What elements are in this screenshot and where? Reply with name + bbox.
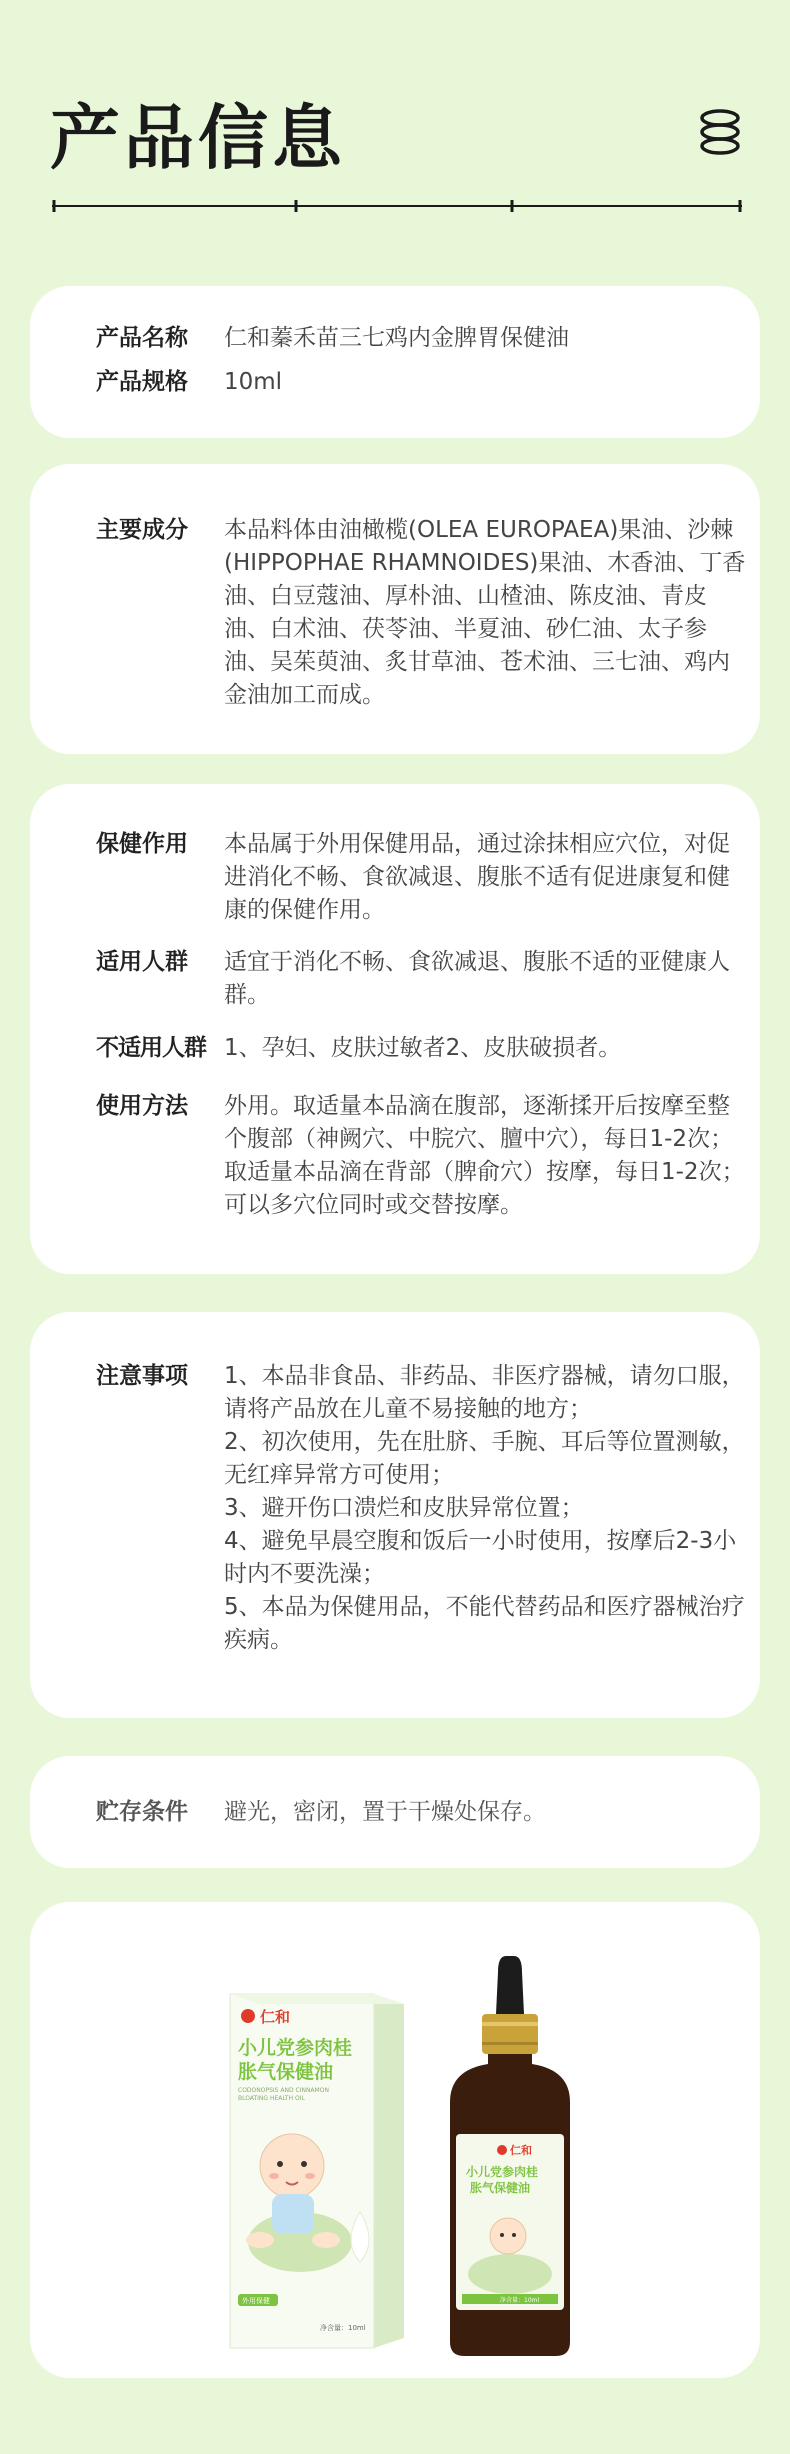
method-value: 外用。取适量本品滴在腹部，逐渐揉开后按摩至整个腹部（神阙穴、中脘穴、膻中穴），每日1-2次；取适量本品滴在背部（脾俞穴）按摩，每日1-2次；可以多穴位同时或交替按摩。: [224, 1093, 745, 1218]
notice-item: 5、本品为保健用品，不能代替药品和医疗器械治疗疾病。: [224, 1594, 745, 1653]
stack-icon: [698, 108, 742, 156]
product-box: [230, 1994, 404, 2348]
ingredients-value: 本品料体由油橄榄(OLEA EUROPAEA)果油、沙棘(HIPPOPHAE RHAMNOIDES)果油、木香油、丁香油、白豆蔻油、厚朴油、山楂油、陈皮油、青皮油、白术油、茯苓油、半夏油、砂仁油、太子参油、吴茱萸油、炙甘草油、苍术油、三七油、鸡内金油加工而成。: [224, 517, 746, 708]
box-title-2: 胀气保健油: [238, 2061, 334, 2083]
bottle-brand: 仁和: [510, 2144, 532, 2157]
suitable-row: [96, 946, 750, 1014]
product-spec-value: 10ml: [224, 369, 283, 395]
basic-info-card: [30, 286, 760, 438]
product-illustration: [30, 1902, 760, 2378]
unsuitable-row: [96, 1032, 750, 1065]
box-badge-text: 外用保健: [242, 2297, 270, 2305]
ingredients-card: [30, 464, 760, 754]
effect-label: 保健作用: [96, 831, 188, 857]
notice-card: [30, 1312, 760, 1718]
notice-list: [224, 1360, 750, 1657]
product-name-value: 仁和蓁禾苗三七鸡内金脾胃保健油: [224, 325, 569, 351]
notice-row: [96, 1360, 750, 1680]
method-label: 使用方法: [96, 1093, 188, 1119]
notice-item: 1、本品非食品、非药品、非医疗器械，请勿口服，请将产品放在儿童不易接触的地方；: [224, 1363, 745, 1422]
notice-label: 注意事项: [96, 1363, 188, 1389]
dropper-bottle: [450, 1956, 570, 2356]
brand-logo-icon: [241, 2009, 255, 2023]
effect-value: 本品属于外用保健用品，通过涂抹相应穴位，对促进消化不畅、食欲减退、腹胀不适有促进康复和健康的保健作用。: [224, 831, 730, 923]
box-brand: 仁和: [260, 2008, 291, 2026]
ingredients-label: 主要成分: [96, 517, 188, 543]
bottle-title-1: 小儿党参肉桂: [466, 2165, 539, 2179]
product-name-label: 产品名称: [96, 325, 188, 351]
storage-row: [96, 1796, 750, 1829]
decorative-ruler: [52, 200, 742, 212]
product-name-row: [96, 322, 750, 355]
effect-row: [96, 828, 750, 928]
suitable-value: 适宜于消化不畅、食欲减退、腹胀不适的亚健康人群。: [224, 949, 730, 1008]
ingredients-row: [96, 514, 750, 724]
unsuitable-label: 不适用人群: [96, 1035, 206, 1061]
storage-label: 贮存条件: [96, 1799, 188, 1825]
product-spec-row: [96, 366, 750, 399]
box-subtitle: CODONOPSIS AND CINNAMON: [238, 2087, 329, 2094]
bottle-volume: 净含量：10ml: [500, 2297, 540, 2304]
suitable-label: 适用人群: [96, 949, 188, 975]
bottle-logo-icon: [497, 2145, 507, 2155]
method-row: [96, 1090, 750, 1224]
bottle-title-2: 胀气保健油: [470, 2181, 531, 2195]
page-title: 产品信息: [50, 97, 346, 179]
unsuitable-value: 1、孕妇、皮肤过敏者2、皮肤破损者。: [224, 1035, 622, 1061]
product-spec-label: 产品规格: [96, 369, 188, 395]
notice-item: 3、避开伤口溃烂和皮肤异常位置；: [224, 1495, 584, 1521]
box-subtitle-2: BLOATING HEALTH OIL: [238, 2095, 305, 2102]
usage-card: [30, 784, 760, 1274]
box-volume: 净含量：10ml: [320, 2324, 366, 2332]
box-title-1: 小儿党参肉桂: [238, 2037, 353, 2059]
product-image-card: [30, 1902, 760, 2378]
storage-value: 避光，密闭，置于干燥处保存。: [224, 1799, 546, 1825]
storage-card: [30, 1756, 760, 1868]
notice-item: 4、避免早晨空腹和饭后一小时使用，按摩后2-3小时内不要洗澡；: [224, 1528, 737, 1587]
notice-item: 2、初次使用，先在肚脐、手腕、耳后等位置测敏，无红痒异常方可使用；: [224, 1429, 745, 1488]
